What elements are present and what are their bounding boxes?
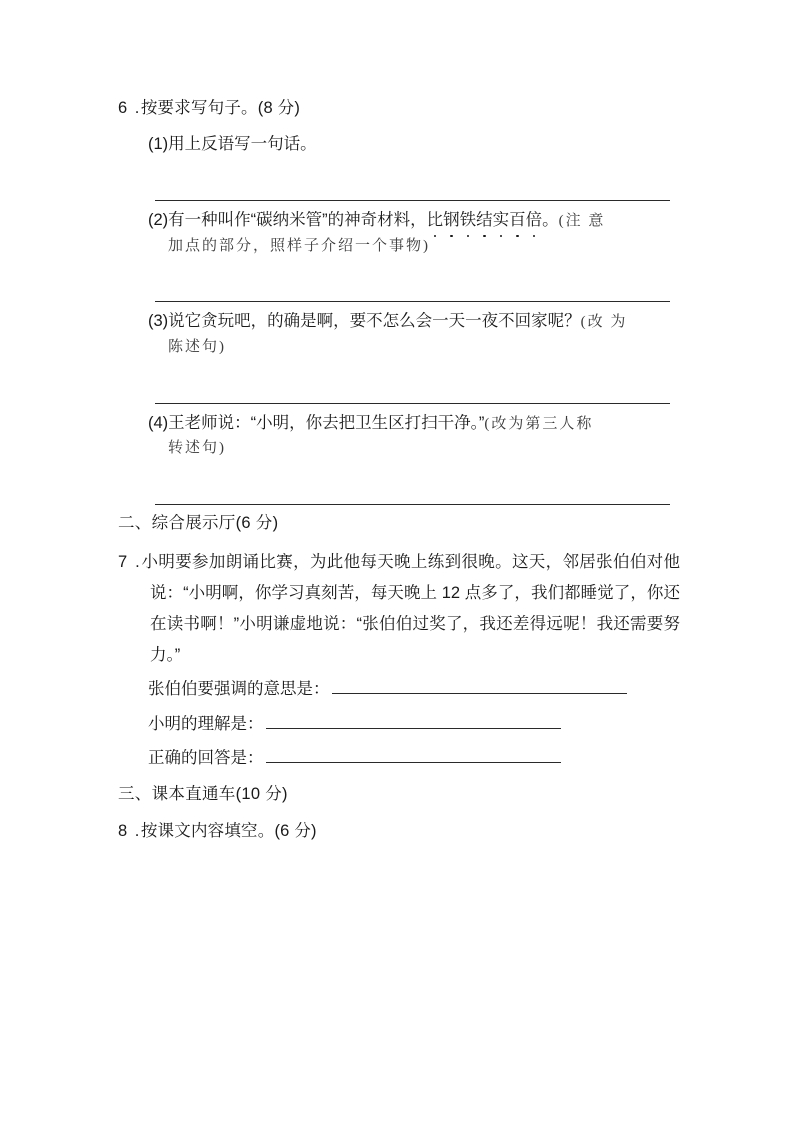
question-6-heading: [118, 96, 680, 121]
item-3-text: 说它贪玩吧，的确是啊，要不怎么会一天一夜不回家呢？: [168, 312, 581, 331]
item-2-text-before: 有一种叫作“碳纳米管”的神奇材料，: [168, 211, 427, 230]
answer-rule: [155, 403, 670, 404]
item-3-hint-cont: 陈述句): [168, 339, 226, 356]
item-1-text: 用上反语写一句话。: [168, 134, 317, 153]
section-3-heading: [118, 782, 680, 807]
question-7-number: 7 .: [118, 553, 142, 572]
question-7-fill-1: [118, 677, 680, 703]
item-2-text-after: 。: [542, 211, 559, 230]
fill-1-label: 张伯伯要强调的意思是：: [148, 680, 330, 699]
section-2-title: 综合展示厅: [151, 513, 236, 532]
item-4-marker: (4): [148, 413, 169, 432]
section-2-marker: 二、: [118, 513, 152, 532]
section-3-marker: 三、: [118, 785, 152, 804]
question-7-line-2: 伯伯对他说：“小明啊，你学习真刻苦，每天晚上 12 点多了，我: [150, 553, 680, 603]
fill-1-blank[interactable]: [332, 678, 627, 694]
question-7-fill-3: [118, 746, 680, 772]
fill-2-label: 小明的理解是：: [148, 714, 264, 733]
answer-rule: [155, 504, 670, 505]
question-8-points: (6 分): [274, 821, 317, 840]
section-2-heading: [118, 511, 680, 536]
question-8-number: 8 .: [118, 821, 141, 840]
item-2-dotted-emphasis: 比钢铁结实百倍: [427, 207, 543, 234]
answer-rule: [155, 301, 670, 302]
item-3-hint: (改 为: [580, 314, 628, 331]
item-2-hint-cont: 加点的部分，照样子介绍一个事物): [168, 238, 430, 255]
question-8-heading: [118, 819, 680, 844]
answer-line-6-3[interactable]: [118, 370, 680, 404]
question-7-body: [118, 547, 680, 671]
fill-2-blank[interactable]: [266, 713, 561, 729]
question-6-item-2: [118, 207, 680, 258]
section-2-points: (6 分): [235, 513, 279, 532]
item-2-hint: (注 意: [558, 213, 606, 230]
question-7-fill-2: [118, 712, 680, 738]
answer-line-6-1[interactable]: [118, 167, 680, 201]
question-8-title: 按课文内容填空。: [140, 821, 275, 840]
question-6-item-3: [118, 308, 680, 359]
item-1-marker: (1): [148, 134, 169, 153]
question-7-line-3: 们都睡觉了，你还在读书啊！”小明谦虚地说：“张伯伯过奖了，: [150, 584, 680, 634]
question-6-title: 按要求写句子。: [140, 99, 258, 117]
question-7-line-4: 我还差得远呢！我还需要努力。”: [150, 615, 680, 665]
question-6-number: 6 .: [118, 99, 141, 117]
item-4-hint: (改为第三人称: [484, 415, 594, 432]
question-6-item-1: [118, 131, 680, 158]
section-3-points: (10 分): [235, 785, 288, 804]
question-6-item-4: [118, 410, 680, 461]
page-content: [118, 96, 680, 854]
answer-rule: [155, 200, 670, 201]
item-4-text: 王老师说：“小明，你去把卫生区打扫干净。”: [168, 413, 485, 432]
fill-3-label: 正确的回答是：: [148, 749, 264, 768]
fill-3-blank[interactable]: [266, 747, 561, 763]
item-3-marker: (3): [148, 312, 169, 331]
section-3-title: 课本直通车: [151, 785, 236, 804]
item-2-marker: (2): [148, 211, 169, 230]
item-4-hint-cont: 转述句): [168, 440, 226, 457]
question-7-line-1: 小明要参加朗诵比赛，为此他每天晚上练到很晚。这天，邻居张: [141, 553, 613, 572]
answer-line-6-2[interactable]: [118, 268, 680, 302]
question-6-points: (8 分): [257, 99, 301, 117]
answer-line-6-4[interactable]: [118, 471, 680, 505]
